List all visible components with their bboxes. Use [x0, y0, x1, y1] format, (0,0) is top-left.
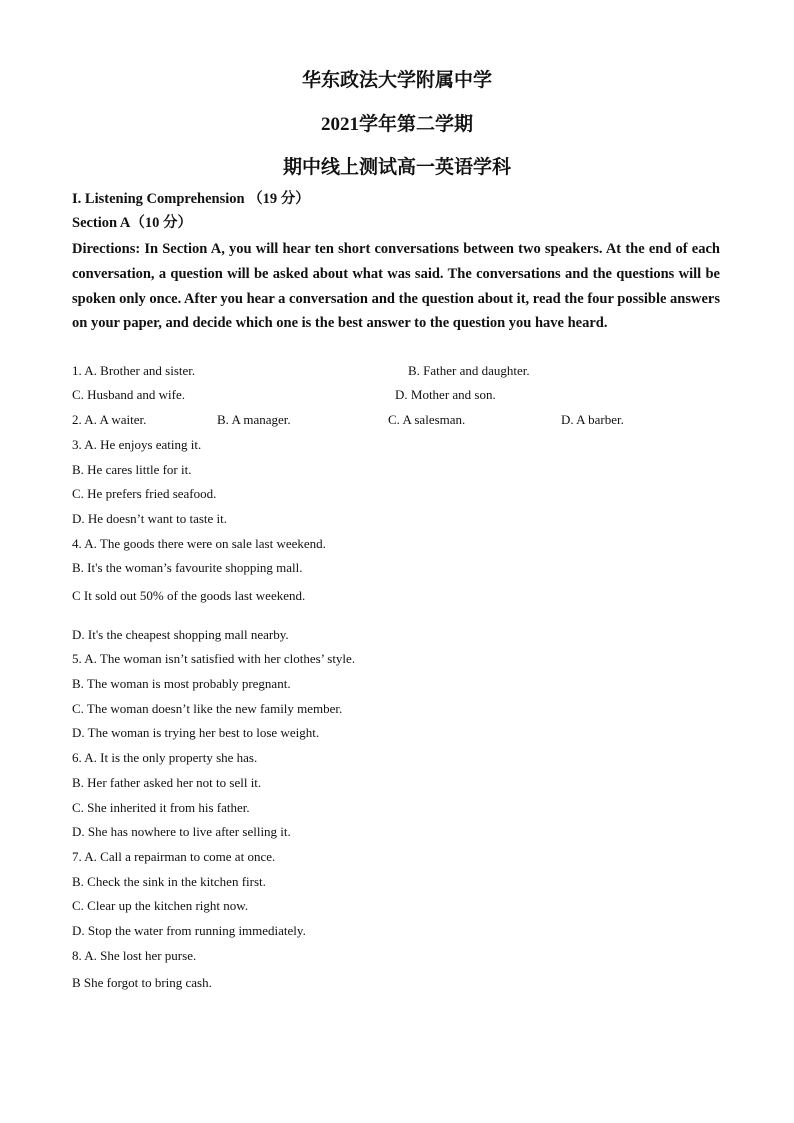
question-7-option-c: C. Clear up the kitchen right now.: [72, 898, 249, 913]
question-3-option-a: 3. A. He enjoys eating it.: [72, 437, 202, 452]
question-1-option-a: 1. A. Brother and sister.: [72, 363, 196, 378]
question-2-option-a: 2. A. A waiter.: [72, 412, 147, 427]
question-6-option-d: D. She has nowhere to live after selling it.: [72, 824, 291, 839]
question-2-option-c: C. A salesman.: [388, 412, 466, 427]
question-7-option-b: B. Check the sink in the kitchen first.: [72, 874, 266, 889]
directions-paragraph: Directions: In Section A, you will hear ten short conversations between two speakers. At the end of each conversation, a question will be asked about what was said. The conversations and the questions will be spoken only once. After you hear a conversation and the question about it, read the four possible answers on your paper, and decide which one is the best answer to the question you have heard.: [72, 241, 720, 332]
question-6-option-c: C. She inherited it from his father.: [72, 800, 250, 815]
question-4-option-a: 4. A. The goods there were on sale last weekend.: [72, 536, 326, 551]
school-term: 2021学年第二学期: [320, 114, 473, 135]
exam-title: 期中线上测试高一英语学科: [282, 157, 511, 178]
question-8-option-b: B She forgot to bring cash.: [72, 975, 212, 990]
question-7-option-a: 7. A. Call a repairman to come at once.: [72, 849, 276, 864]
question-5-option-c: C. The woman doesn’t like the new family member.: [72, 701, 343, 716]
question-5-option-d: D. The woman is trying her best to lose weight.: [72, 725, 320, 740]
question-5-option-b: B. The woman is most probably pregnant.: [72, 676, 291, 691]
question-7-option-d: D. Stop the water from running immediately.: [72, 923, 306, 938]
section-heading: I. Listening Comprehension （19 分）: [72, 191, 310, 207]
question-4-option-b: B. It's the woman’s favourite shopping mall.: [72, 560, 303, 575]
question-1-option-b: B. Father and daughter.: [408, 363, 530, 378]
question-2-option-d: D. A barber.: [561, 412, 624, 427]
subsection-heading: Section A（10 分）: [72, 215, 193, 231]
school-name: 华东政法大学附属中学: [301, 70, 492, 91]
question-3-option-d: D. He doesn’t want to taste it.: [72, 511, 228, 526]
question-4-option-c: C It sold out 50% of the goods last weekend.: [72, 588, 306, 603]
question-4-option-d: D. It's the cheapest shopping mall nearby.: [72, 627, 289, 642]
question-2-option-b: B. A manager.: [217, 412, 291, 427]
question-8-option-a: 8. A. She lost her purse.: [72, 948, 197, 963]
question-3-option-c: C. He prefers fried seafood.: [72, 486, 217, 501]
question-6-option-b: B. Her father asked her not to sell it.: [72, 775, 262, 790]
question-6-option-a: 6. A. It is the only property she has.: [72, 750, 258, 765]
question-1-option-d: D. Mother and son.: [395, 387, 496, 402]
question-1-option-c: C. Husband and wife.: [72, 387, 186, 402]
question-5-option-a: 5. A. The woman isn’t satisfied with her clothes’ style.: [72, 651, 356, 666]
question-3-option-b: B. He cares little for it.: [72, 462, 192, 477]
